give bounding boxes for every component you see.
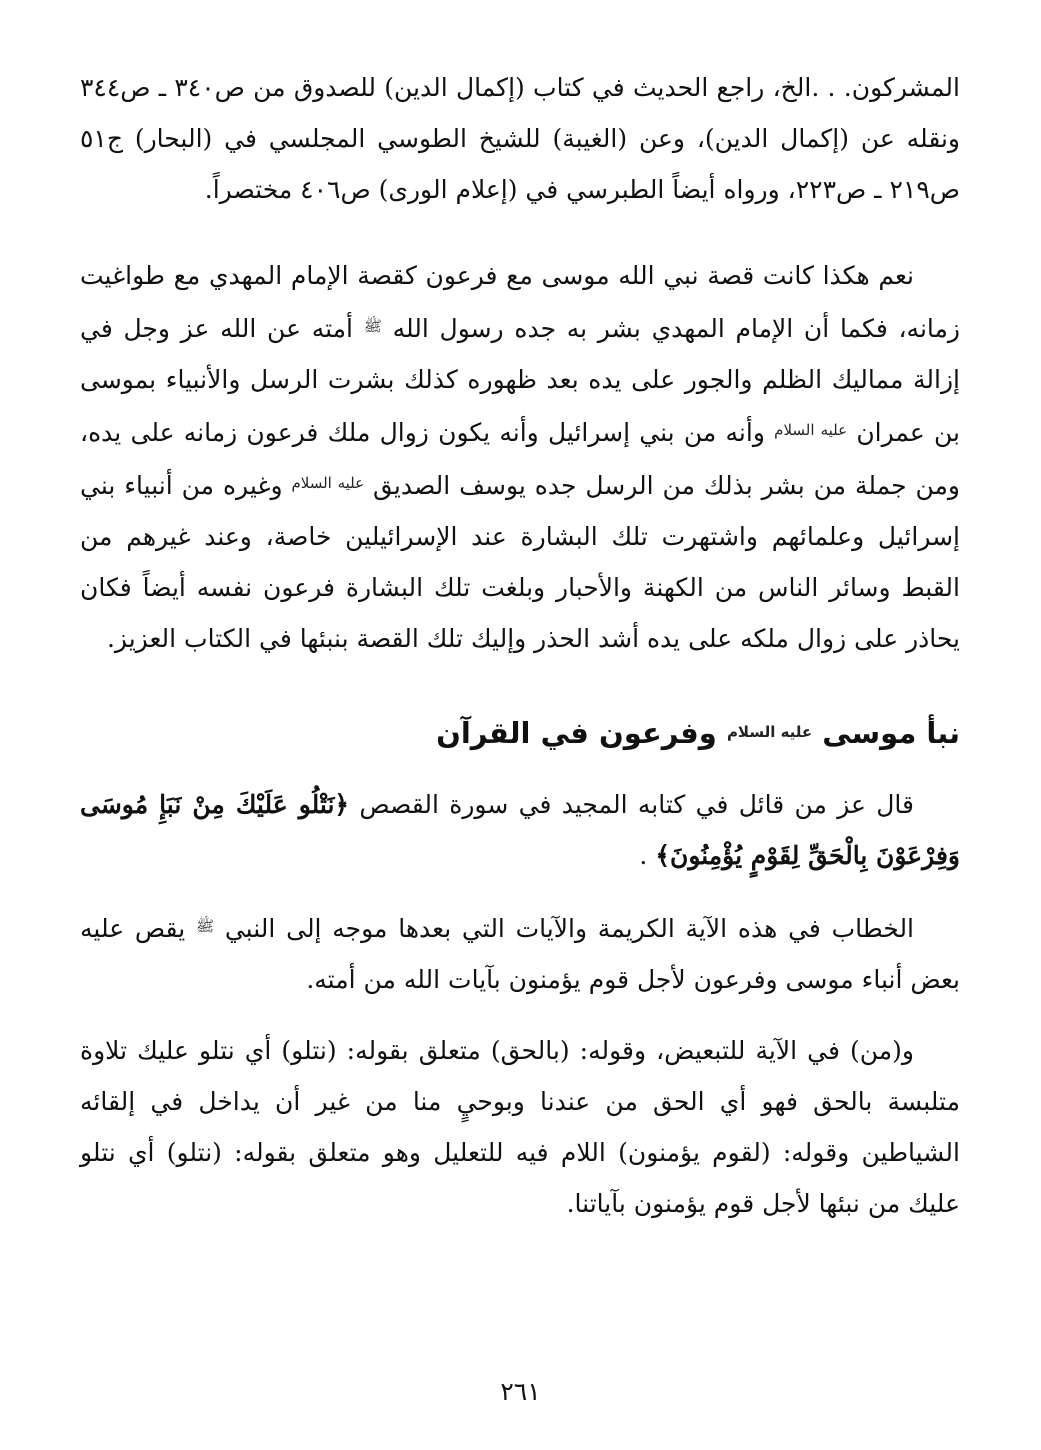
page-number: ٢٦١ [500,1377,541,1406]
section-heading [80,704,960,761]
text-segment: نعم هكذا كانت قصة نبي الله موسى مع فرعون كقصة الإمام المهدي مع طواغيت زمانه، فكما أن الإمام المهدي بشر به جده رسول الله [80,261,960,343]
text-segment: . [639,841,648,870]
paragraph-verse-grammar: و(من) في الآية للتبعيض، وقوله: (بالحق) متعلق بقوله: (نتلو) أي نتلو عليك تلاوة متلبسة بالحق فهو أي الحق من عندنا وبوحيٍ منا من غير أن يداخل في إلقائه الشياطين وقوله: (لقوم يؤمنون) اللام فيه للتعليل وهو متعلق بقوله: (نتلو) أي نتلو عليك من نبئها لأجل قوم يؤمنون بآياتنا. [80,1036,960,1218]
quran-verse-text: ﴿نَتْلُو عَلَيْكَ مِنْ نَبَإِ مُوسَى وَفِرْعَوْنَ بِالْحَقِّ لِقَوْمٍ يُؤْمِنُونَ﴾ [80,790,960,870]
text-segment: الخطاب في هذه الآية الكريمة والآيات التي بعدها موجه إلى النبي [224,914,915,943]
heading-text: نبأ موسى [822,716,960,750]
honorific-prophet-symbol: ﷺ [195,917,215,935]
page-body [80,62,960,1229]
paragraph-address-explanation [80,901,960,1005]
text-segment: قال عز من قائل في كتابه المجيد في سورة القصص [359,790,914,819]
text-segment: وأنه من بني إسرائيل وأنه يكون زوال ملك فرعون زمانه على يده، ومن جملة من بشر بذلك من الرسل جده يوسف الصديق [80,418,960,500]
honorific-peace-symbol: عليه السلام [726,723,813,741]
text-segment: وغيره من أنبياء بني إسرائيل وعلمائهم واشتهرت تلك البشارة عند الإسرائيلين خاصة، وعند غيرهم من القبط وسائر الناس من الكهنة والأحبار وبلغت تلك البشارة فرعون نفسه أيضاً فكان يحاذر على زوال ملكه على يده أشد الحذر وإليك تلك القصة بنبئها في الكتاب العزيز. [80,471,960,653]
paragraph-moses-mahdi-comparison [80,250,960,664]
heading-text: وفرعون في القرآن [436,716,717,750]
honorific-peace-symbol: عليه السلام [291,474,365,492]
paragraph-quran-verse [80,779,960,881]
text-segment: يقص عليه بعض أنباء موسى وفرعون لأجل قوم يؤمنون بآيات الله من أمته. [80,914,960,994]
honorific-peace-symbol: عليه السلام [774,421,848,439]
paragraph-footnote-citation: المشركون. . .الخ، راجع الحديث في كتاب (إكمال الدين) للصدوق من ص٣٤٠ ـ ص٣٤٤ ونقله عن (إكمال الدين)، وعن (الغيبة) للشيخ الطوسي المجلسي في (البحار) ج٥١ ص٢١٩ ـ ص٢٢٣، ورواه أيضاً الطبرسي في (إعلام الورى) ص٤٠٦ مختصراً. [80,73,960,204]
honorific-prophet-symbol: ﷺ [363,317,382,335]
text-segment: أمته عن الله عز وجل في إزالة مماليك الظلم والجور على يده بعد ظهوره كذلك بشرت الرسل والأنبياء بموسى بن عمران [80,314,961,447]
